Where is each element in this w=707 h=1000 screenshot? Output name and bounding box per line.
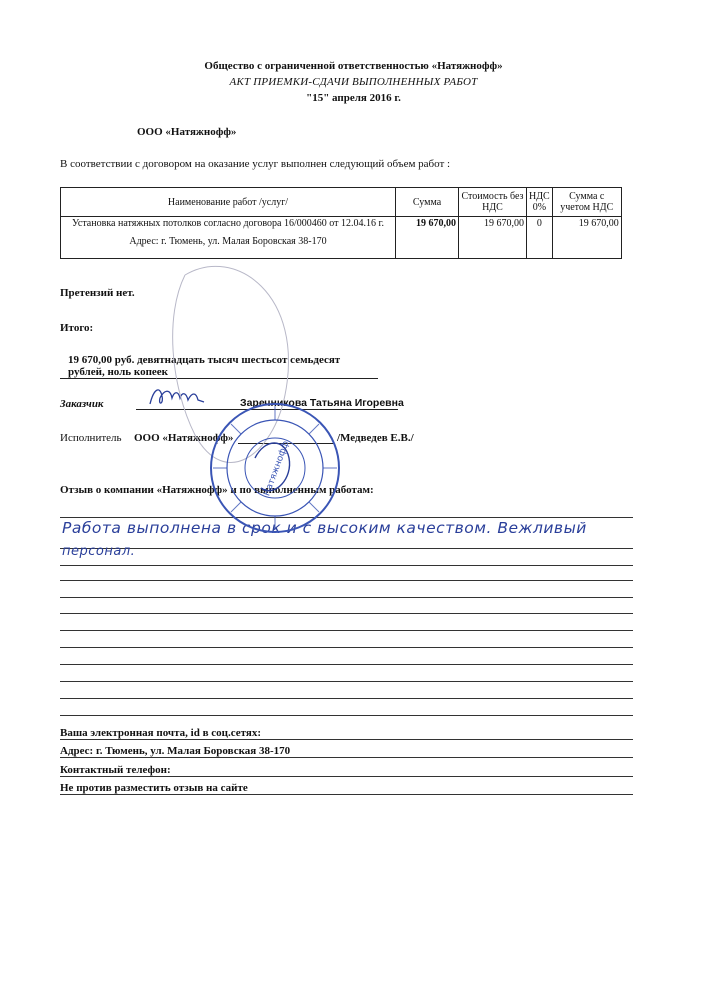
work-sum: 19 670,00: [396, 217, 459, 259]
review-line-7: [60, 630, 633, 631]
review-line-9: [60, 664, 633, 665]
footer-consent: Не против разместить отзыв на сайте: [60, 782, 633, 795]
col-header-name: Наименование работ /услуг/: [61, 188, 396, 217]
work-name-cell: [61, 217, 396, 259]
review-line-5: [60, 597, 633, 598]
col-header-vat: НДС 0%: [527, 188, 553, 217]
works-table: [60, 187, 622, 259]
executor-name: /Медведев Е.В./: [337, 432, 414, 444]
work-address: Адрес: г. Тюмень, ул. Малая Боровская 38-170: [129, 236, 327, 247]
customer-label: Заказчик: [60, 398, 104, 410]
work-no-vat: 19 670,00: [459, 217, 527, 259]
review-line-4: [60, 580, 633, 581]
work-name: Установка натяжных потолков согласно договора 16/000460 от 12.04.16 г.: [72, 218, 384, 229]
table-header-row: [61, 188, 622, 217]
total-label: Итого:: [60, 322, 94, 334]
review-line-8: [60, 647, 633, 648]
table-row: [61, 217, 622, 259]
review-label: Отзыв о компании «Натяжнофф» и по выполненным работам:: [60, 484, 374, 496]
intro-text: В соответствии с договором на оказание услуг выполнен следующий объем работ :: [60, 158, 451, 170]
company-stamp: [205, 398, 345, 538]
col-header-with-vat: Сумма с учетом НДС: [552, 188, 621, 217]
customer-name: Заречникова Татьяна Игоревна: [240, 397, 404, 409]
review-line-11: [60, 698, 633, 699]
total-in-words: 19 670,00 руб. девятнадцать тысяч шестьсот семьдесят рублей, ноль копеек: [60, 354, 378, 379]
review-handwritten-1: Работа выполнена в срок и с высоким качеством. Вежливый: [62, 519, 587, 537]
org-name: ООО «Натяжнофф»: [137, 126, 237, 138]
document-title: АКТ ПРИЕМКИ-СДАЧИ ВЫПОЛНЕННЫХ РАБОТ: [229, 76, 478, 88]
review-line-3: [60, 565, 633, 566]
work-vat: 0: [527, 217, 553, 259]
review-handwritten-2: персонал.: [62, 544, 136, 559]
stamp-center-text: Натяжнофф: [262, 439, 292, 498]
col-header-no-vat: Стоимость без НДС: [459, 188, 527, 217]
review-line-12: [60, 715, 633, 716]
claims-text: Претензий нет.: [60, 287, 135, 299]
work-with-vat: 19 670,00: [552, 217, 621, 259]
review-line-1: [60, 517, 633, 518]
company-name: Общество с ограниченной ответственностью «Натяжнофф»: [204, 60, 503, 72]
review-line-6: [60, 613, 633, 614]
document-date: "15" апреля 2016 г.: [306, 92, 401, 104]
footer-address: Адрес: г. Тюмень, ул. Малая Боровская 38-170: [60, 745, 633, 758]
executor-label: Исполнитель: [60, 432, 122, 444]
footer-phone: Контактный телефон:: [60, 764, 633, 777]
footer-email: Ваша электронная почта, id в соц.сетях:: [60, 727, 633, 740]
col-header-sum: Сумма: [396, 188, 459, 217]
review-line-10: [60, 681, 633, 682]
review-line-2: [60, 548, 633, 549]
executor-org: ООО «Натяжнофф»: [134, 432, 234, 444]
